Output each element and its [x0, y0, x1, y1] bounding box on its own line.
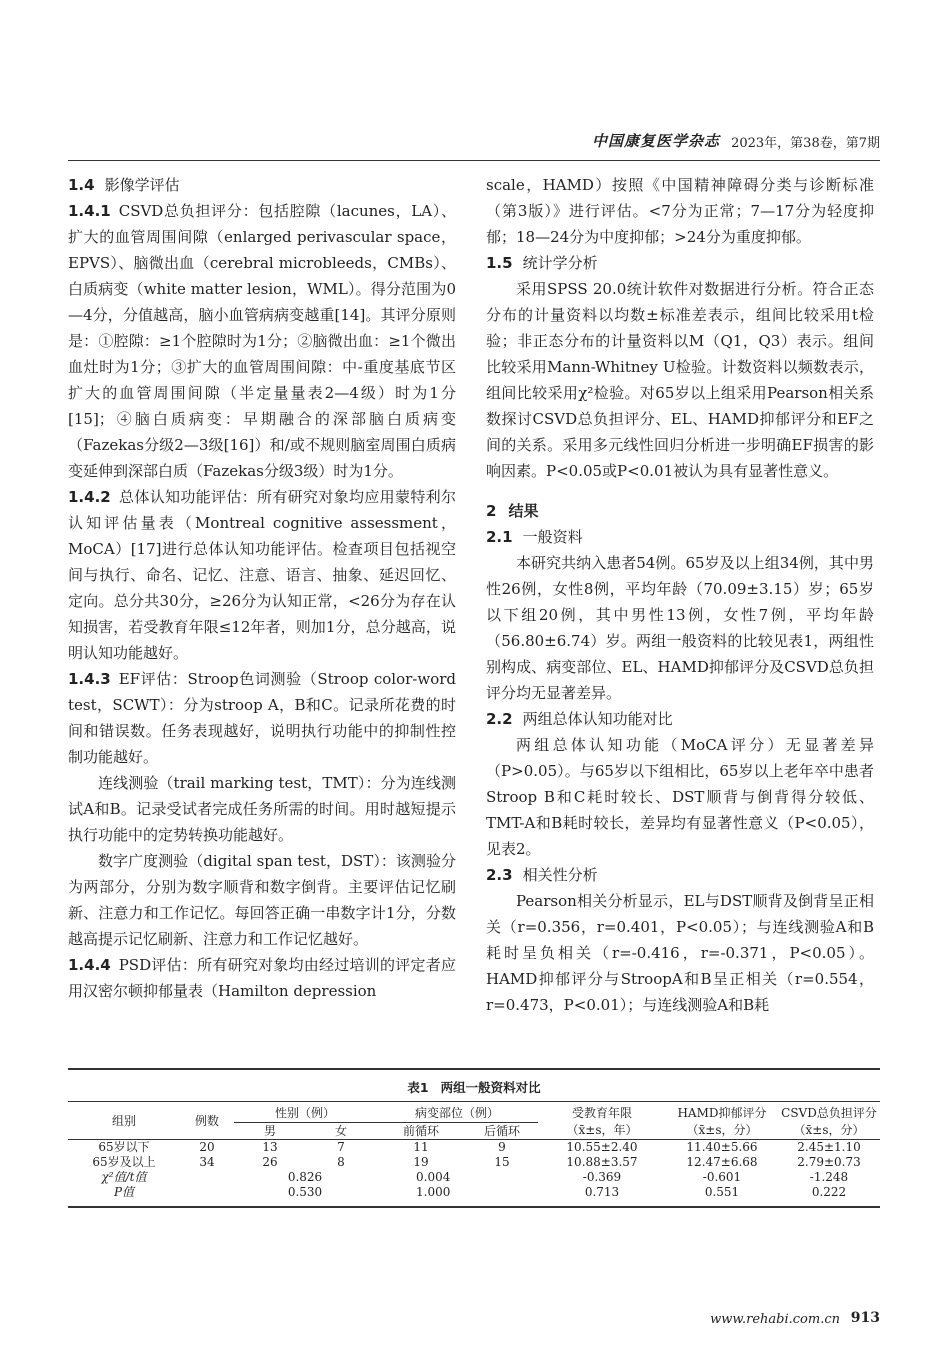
paragraph	[68, 484, 456, 666]
table-cell: 9	[498, 1140, 506, 1154]
table-title: 两组一般资料对比	[440, 1080, 541, 1095]
table-cell: 0.004	[416, 1170, 451, 1184]
table-cell: 10.88±3.57	[566, 1155, 638, 1169]
table-cell: 26	[262, 1155, 278, 1169]
section-number: 2.1	[486, 528, 513, 546]
paragraph-text: CSVD总负担评分：包括腔隙（lacunes，LA）、扩大的血管周围间隙（enlarged perivascular space，EPVS）、脑微出血（cerebral microbleeds，CMBs）、白质病变（white matter lesion，WML）。得分范围为0—4分，分值越高，脑小血管病病变越重[14]。其评分原则是：①腔隙：≥1个腔隙时为1分；②脑微出血：≥1个微出血灶时为1分；③扩大的血管周围间隙：中-重度基底节区扩大的血管周围间隙（半定量量表2—4级）时为1分[15]；④脑白质病变：早期融合的深部脑白质病变（Fazekas分级2—3级[16]）和/或不规则脑室周围白质病变延伸到深部白质（Fazekas分级3级）时为1分。	[68, 202, 456, 480]
table-cell: 7	[337, 1140, 345, 1154]
col-header-sex: 性别（例）	[234, 1104, 376, 1123]
col-header-posterior: 后循环	[466, 1123, 538, 1140]
section-title: 一般资料	[522, 528, 583, 546]
section-number: 1.4.3	[68, 670, 111, 688]
table-cell: -1.248	[809, 1170, 849, 1184]
table-cell: 0.551	[704, 1185, 740, 1199]
paragraph-text: EF评估：Stroop色词测验（Stroop color-word test，SCWT）：分为stroop A，B和C。记录所花费的时间和错误数。任务表现越好，说明执行功能中的抑制性控制功能越好。	[68, 670, 456, 766]
section-title: 结果	[508, 502, 539, 520]
col-header-male: 男	[234, 1123, 306, 1140]
col-header-site: 病变部位（例）	[376, 1104, 538, 1123]
paragraph: 本研究共纳入患者54例。65岁及以上组34例，其中男性26例，女性8例，平均年龄（70.09±3.15）岁；65岁以下组20例，其中男性13例，女性7例，平均年龄（56.80±6.74）岁。两组一般资料的比较见表1，两组性别构成、病变部位、EL、HAMD抑郁评分及CSVD总负担评分均无显著差异。	[486, 554, 874, 702]
table-cell: 19	[413, 1155, 429, 1169]
col-header-anterior: 前循环	[376, 1123, 466, 1140]
table-row	[68, 1140, 880, 1156]
table-caption	[68, 1078, 880, 1096]
table-bottom-rule	[68, 1206, 880, 1208]
table-cell: 15	[494, 1155, 510, 1169]
col-header-hamd-unit: （x̄±s，分）	[666, 1123, 778, 1140]
table-cell: 11	[413, 1140, 429, 1154]
paragraph	[68, 198, 456, 484]
paragraph: scale，HAMD）按照《中国精神障碍分类与诊断标准（第3版）》进行评估。<7分为正常；7—17分为轻度抑郁；18—24分为中度抑郁；>24分为重度抑郁。	[486, 176, 874, 246]
header-rule	[68, 160, 880, 161]
section-number: 1.4.4	[68, 956, 111, 974]
section-heading	[486, 498, 874, 524]
table-cell: -0.369	[582, 1170, 622, 1184]
table-cell: 8	[337, 1155, 345, 1169]
table-row	[68, 1155, 880, 1170]
left-column	[68, 172, 456, 1004]
section-number: 2	[486, 502, 497, 520]
table-cell: 11.40±5.66	[686, 1140, 758, 1154]
table-general-data	[68, 1104, 880, 1200]
table-cell: 0.713	[584, 1185, 620, 1199]
table-cell: 2.79±0.73	[797, 1155, 861, 1169]
section-number: 1.4.2	[68, 488, 111, 506]
paragraph: 两组总体认知功能（MoCA评分）无显著差异（P>0.05）。与65岁以下组相比，65岁以上老年卒中患者Stroop B和C耗时较长、DST顺背与倒背得分较低、TMT-A和B耗时较长，差异均有显著性意义（P<0.05），见表2。	[486, 736, 874, 858]
section-number: 1.4	[68, 176, 95, 194]
paragraph-text: 总体认知功能评估：所有研究对象均应用蒙特利尔认知评估量表（Montreal cognitive assessment，MoCA）[17]进行总体认知功能评估。检查项目包括视空间与执行、命名、记忆、注意、语言、抽象、延迟回忆、定向。总分共30分，≥26分为认知正常，<26分为存在认知损害，若受教育年限≤12年者，则加1分，总分越高，说明认知功能越好。	[68, 488, 456, 662]
journal-url[interactable]: www.rehabi.com.cn	[710, 1312, 840, 1327]
table-label: 表1	[407, 1080, 429, 1095]
paragraph	[68, 952, 456, 1004]
col-header-csvd-unit: （x̄±s，分）	[778, 1123, 880, 1140]
table-cell: 12.47±6.68	[686, 1155, 758, 1169]
page-header	[68, 128, 880, 156]
table-cell: 2.45±1.10	[797, 1140, 861, 1154]
col-header-edu: 受教育年限	[571, 1105, 632, 1120]
section-heading	[486, 524, 874, 550]
paragraph: 连线测验（trail marking test，TMT）：分为连线测试A和B。记录受试者完成任务所需的时间。用时越短提示执行功能中的定势转换功能越好。	[68, 774, 456, 844]
page-number: 913	[850, 1310, 880, 1326]
table-cell: -0.601	[702, 1170, 742, 1184]
section-number: 2.3	[486, 866, 513, 884]
table-cell: χ²值/t值	[101, 1170, 147, 1184]
table-row	[68, 1170, 880, 1185]
paragraph: 数字广度测验（digital span test，DST）：该测验分为两部分，分别为数字顺背和数字倒背。主要评估记忆刷新、注意力和工作记忆。每回答正确一串数字计1分，分数越高提示记忆刷新、注意力和工作记忆越好。	[68, 852, 456, 948]
table-cell: 65岁以下	[98, 1140, 150, 1154]
col-header-edu-unit: （x̄±s，年）	[538, 1123, 666, 1140]
paragraph: Pearson相关分析显示，EL与DST顺背及倒背呈正相关（r=0.356，r=0.401，P<0.05）；与连线测验A和B耗时呈负相关（r=-0.416，r=-0.371，P<0.05）。HAMD抑郁评分与StroopA和B呈正相关（r=0.554，r=0.473，P<0.01）；与连线测验A和B耗	[486, 892, 874, 1014]
section-title: 统计学分析	[522, 254, 598, 272]
section-number: 2.2	[486, 710, 513, 728]
section-heading	[486, 706, 874, 732]
col-header-group: 组别	[68, 1104, 180, 1140]
table-cell: 65岁及以上	[92, 1155, 156, 1169]
issue-info: 2023年，第38卷，第7期	[731, 136, 880, 151]
table-cell: P值	[113, 1185, 135, 1199]
table-head-rule	[68, 1101, 880, 1102]
section-title: 相关性分析	[522, 866, 598, 884]
section-number: 1.5	[486, 254, 513, 272]
table-cell: 10.55±2.40	[566, 1140, 638, 1154]
journal-title: 中国康复医学杂志	[591, 132, 720, 150]
col-header-cases: 例数	[180, 1104, 234, 1140]
section-heading	[68, 172, 456, 198]
col-header-female: 女	[306, 1123, 376, 1140]
page-footer	[68, 1310, 880, 1332]
table-cell: 20	[199, 1140, 215, 1154]
right-column	[486, 172, 874, 1018]
table-cell: 0.530	[287, 1185, 323, 1199]
table-cell	[180, 1185, 234, 1200]
table-row	[68, 1185, 880, 1200]
col-header-hamd: HAMD抑郁评分	[677, 1105, 767, 1120]
table-cell: 1.000	[416, 1185, 451, 1199]
table-cell: 0.826	[287, 1170, 323, 1184]
paragraph	[68, 666, 456, 770]
table-cell: 0.222	[811, 1185, 847, 1199]
paragraph: 采用SPSS 20.0统计软件对数据进行分析。符合正态分布的计量资料以均数±标准差表示，组间比较采用t检验；非正态分布的计量资料以M（Q1，Q3）表示。组间比较采用Mann-Whitney U检验。计数资料以频数表示，组间比较采用χ²检验。对65岁以上组采用Pearson相关系数探讨CSVD总负担评分、EL、HAMD抑郁评分和EF之间的关系。采用多元线性回归分析进一步明确EF损害的影响因素。P<0.05或P<0.01被认为具有显著性意义。	[486, 280, 874, 480]
col-header-csvd: CSVD总负担评分	[781, 1105, 877, 1120]
section-heading	[486, 862, 874, 888]
table-cell	[180, 1170, 234, 1185]
section-title: 影像学评估	[104, 176, 180, 194]
table-cell: 34	[199, 1155, 215, 1169]
table-top-rule	[68, 1068, 880, 1070]
table-cell: 13	[262, 1140, 278, 1154]
section-heading	[486, 250, 874, 276]
paragraph-text: PSD评估：所有研究对象均由经过培训的评定者应用汉密尔顿抑郁量表（Hamilton depression	[68, 956, 456, 1000]
section-number: 1.4.1	[68, 202, 111, 220]
section-title: 两组总体认知功能对比	[522, 710, 673, 728]
